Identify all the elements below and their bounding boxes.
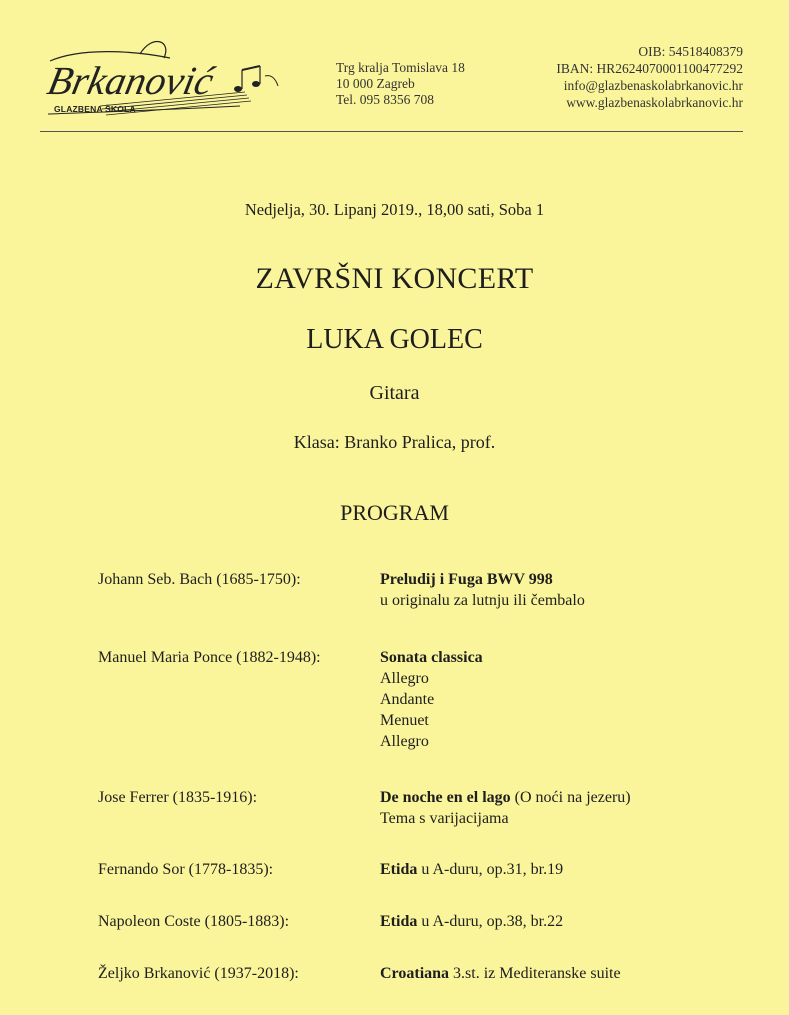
program-heading: PROGRAM — [340, 500, 449, 525]
program-entry — [98, 963, 748, 993]
school-logo — [40, 36, 290, 126]
composer: Željko Brkanović (1937-2018): — [98, 965, 299, 982]
meta-oib: OIB: 54518408379 — [638, 44, 743, 59]
performer-name: LUKA GOLEC — [306, 324, 483, 355]
program-list — [98, 569, 748, 993]
composer: Manuel Maria Ponce (1882-1948): — [98, 649, 321, 666]
movement: Allegro — [380, 670, 429, 687]
teacher-class: Klasa: Branko Pralica, prof. — [293, 432, 496, 452]
work-note: u A-duru, op.31, br.19 — [417, 861, 564, 878]
work-title: Etida — [380, 861, 418, 878]
movement: Menuet — [380, 712, 429, 729]
composer: Johann Seb. Bach (1685-1750): — [98, 571, 301, 588]
work-title: De noche en el lago — [380, 789, 511, 806]
work — [380, 569, 748, 611]
composer: Napoleon Coste (1805-1883): — [98, 913, 290, 930]
work-note: 3.st. iz Mediteranske suite — [449, 965, 621, 982]
composer: Jose Ferrer (1835-1916): — [98, 789, 258, 806]
program-entry — [98, 787, 748, 859]
logo-wordmark: Brkanović — [43, 58, 218, 103]
address-city: 10 000 Zagreb — [336, 76, 415, 91]
program-entry — [98, 647, 748, 787]
work-note: u A-duru, op.38, br.22 — [417, 913, 564, 930]
meta-email: info@glazbenaskolabrkanovic.hr — [563, 78, 743, 93]
logo-subtitle: GLAZBENA ŠKOLA — [54, 104, 136, 114]
work — [380, 963, 748, 984]
work-detail: Tema s varijacijama — [380, 810, 509, 827]
movement: Allegro — [380, 733, 429, 750]
work-title: Sonata classica — [380, 649, 483, 666]
program-entry — [98, 911, 748, 963]
composer: Fernando Sor (1778-1835): — [98, 861, 274, 878]
movement: Andante — [380, 691, 435, 708]
header-divider — [40, 131, 743, 132]
address-phone: Tel. 095 8356 708 — [336, 92, 435, 107]
program-entry — [98, 569, 748, 647]
meta-iban: IBAN: HR2624070001100477292 — [556, 61, 743, 76]
work-detail: u originalu za lutnju ili čembalo — [380, 592, 585, 609]
work — [380, 911, 748, 932]
work-title: Etida — [380, 913, 418, 930]
work-title: Preludij i Fuga BWV 998 — [380, 571, 553, 588]
work-title: Croatiana — [380, 965, 450, 982]
address-street: Trg kralja Tomislava 18 — [336, 60, 465, 75]
work — [380, 859, 748, 880]
work — [380, 787, 748, 829]
event-date: Nedjelja, 30. Lipanj 2019., 18,00 sati, Soba 1 — [244, 200, 545, 219]
instrument: Gitara — [369, 382, 420, 404]
event-title: ZAVRŠNI KONCERT — [255, 262, 534, 295]
school-meta — [556, 43, 743, 111]
school-address — [336, 60, 465, 108]
work — [380, 647, 748, 752]
meta-website: www.glazbenaskolabrkanovic.hr — [566, 95, 743, 110]
work-note: (O noći na jezeru) — [510, 789, 631, 806]
program-entry — [98, 859, 748, 911]
